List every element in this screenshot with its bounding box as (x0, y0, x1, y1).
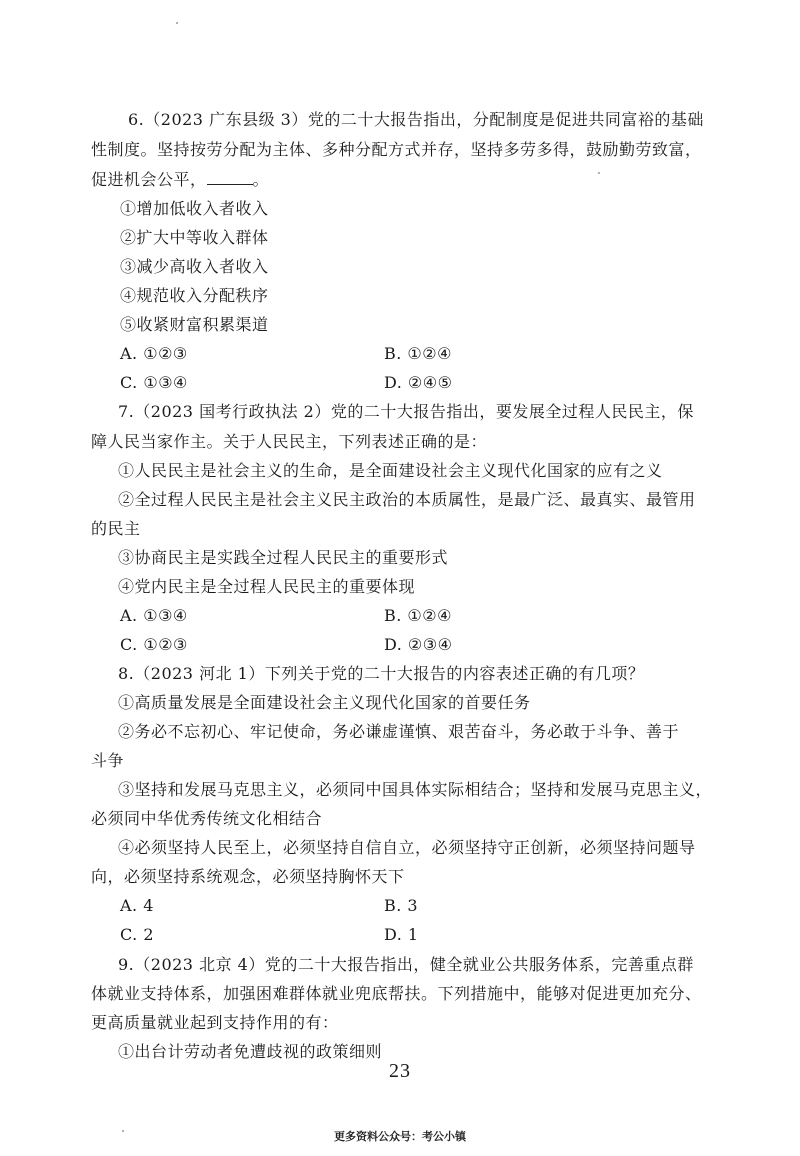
answer-blank (207, 170, 253, 185)
scan-speck (122, 1130, 124, 1132)
footer-note: 更多资料公众号：考公小镇 (334, 1130, 466, 1143)
q6-choice-b: B. ①②④ (384, 344, 452, 363)
q6-option-5: ⑤收紧财富积累渠道 (120, 315, 269, 334)
q8-option-2-line2: 斗争 (91, 751, 125, 770)
q8-option-3-line1: ③坚持和发展马克思主义，必须同中国具体实际相结合；坚持和发展马克思主义， (118, 780, 713, 799)
q7-line1: 7.（2023 国考行政执法 2）党的二十大报告指出，要发展全过程人民民主，保 (118, 402, 694, 421)
q6-option-1: ①增加低收入者收入 (120, 199, 269, 218)
q7-option-3: ③协商民主是实践全过程人民民主的重要形式 (118, 548, 449, 567)
q7-option-2-line1: ②全过程人民民主是社会主义民主政治的本质属性，是最广泛、最真实、最管用 (118, 490, 696, 509)
q6-option-2: ②扩大中等收入群体 (120, 228, 269, 247)
q8-option-4-line2: 向，必须坚持系统观念，必须坚持胸怀天下 (91, 867, 405, 886)
q6-line3-prefix: 促进机会公平， (91, 170, 207, 189)
q6-line3 (91, 170, 269, 190)
q6-line3-suffix: 。 (252, 170, 270, 189)
q6-line2: 性制度。坚持按劳分配为主体、多种分配方式并存，坚持多劳多得，鼓励勤劳致富， (91, 140, 702, 159)
q8-option-4-line1: ④必须坚持人民至上，必须坚持自信自立，必须坚持守正创新，必须坚持问题导 (118, 838, 696, 857)
scan-speck (598, 172, 600, 174)
q8-choice-b: B. 3 (384, 896, 419, 915)
q8-choice-d: D. 1 (384, 925, 419, 944)
q8-line1: 8.（2023 河北 1）下列关于党的二十大报告的内容表述正确的有几项？ (118, 664, 645, 683)
q9-line3: 更高质量就业起到支持作用的有： (91, 1013, 339, 1032)
q6-choice-d: D. ②④⑤ (384, 373, 453, 392)
q7-line2: 障人民当家作主。关于人民民主，下列表述正确的是： (91, 432, 488, 451)
q9-option-1: ①出台计劳动者免遭歧视的政策细则 (118, 1042, 383, 1061)
q7-option-2-line2: 的民主 (91, 519, 141, 538)
q6-choice-a: A. ①②③ (120, 344, 188, 363)
q8-choice-c: C. 2 (120, 925, 155, 944)
q8-choice-a: A. 4 (120, 896, 154, 915)
page-number: 23 (389, 1060, 411, 1082)
q7-option-1: ①人民民主是社会主义的生命，是全面建设社会主义现代化国家的应有之义 (118, 461, 663, 480)
q7-choice-d: D. ②③④ (384, 635, 453, 654)
q9-line1: 9.（2023 北京 4）党的二十大报告指出，健全就业公共服务体系，完善重点群 (118, 955, 694, 974)
q8-option-3-line2: 必须同中华优秀传统文化相结合 (91, 809, 323, 828)
scan-speck (176, 22, 178, 24)
q8-option-1: ①高质量发展是全面建设社会主义现代化国家的首要任务 (118, 693, 531, 712)
q9-line2: 体就业支持体系，加强困难群体就业兜底帮扶。下列措施中，能够对促进更加充分、 (91, 984, 702, 1003)
q7-option-4: ④党内民主是全过程人民民主的重要体现 (118, 577, 416, 596)
q7-choice-a: A. ①③④ (120, 606, 188, 625)
q7-choice-b: B. ①②④ (384, 606, 452, 625)
q6-option-3: ③减少高收入者收入 (120, 257, 269, 276)
q6-choice-c: C. ①③④ (120, 373, 188, 392)
q6-option-4: ④规范收入分配秩序 (120, 286, 269, 305)
q6-line1: 6.（2023 广东县级 3）党的二十大报告指出，分配制度是促进共同富裕的基础 (128, 110, 704, 129)
q7-choice-c: C. ①②③ (120, 635, 188, 654)
q8-option-2-line1: ②务必不忘初心、牢记使命，务必谦虚谨慎、艰苦奋斗，务必敢于斗争、善于 (118, 722, 680, 741)
